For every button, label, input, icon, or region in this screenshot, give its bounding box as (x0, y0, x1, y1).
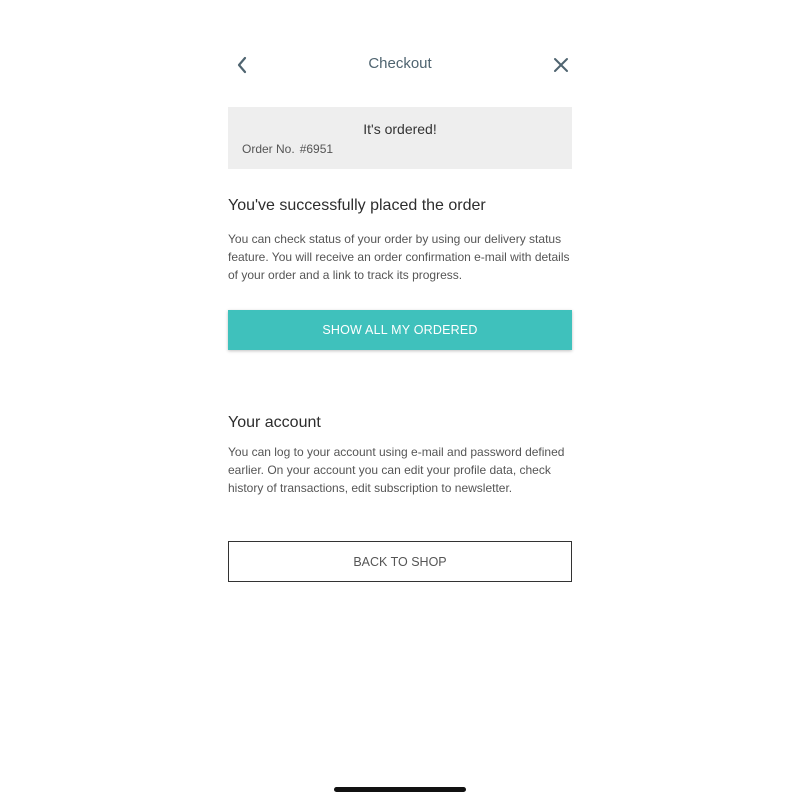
back-to-shop-button[interactable]: BACK TO SHOP (228, 541, 572, 582)
show-all-orders-button[interactable]: SHOW ALL MY ORDERED (228, 310, 572, 350)
banner-title: It's ordered! (363, 121, 437, 137)
close-icon (550, 52, 572, 78)
order-confirmation-banner (228, 107, 572, 169)
success-heading: You've successfully placed the order (228, 197, 486, 214)
success-description: You can check status of your order by using our delivery status feature. You will receive an order confirmation e-mail with details of your order and a link to track its progress. (228, 232, 570, 282)
account-description: You can log to your account using e-mail and password defined earlier. On your account you can edit your profile data, check history of transactions, edit subscription to newsletter. (228, 445, 565, 495)
page-title: Checkout (368, 55, 432, 72)
close-button[interactable] (550, 52, 572, 78)
order-number-label: Order No. (242, 142, 295, 156)
header-bar (228, 50, 572, 80)
order-number-value: #6951 (299, 142, 334, 156)
account-heading: Your account (228, 414, 321, 431)
home-indicator[interactable] (334, 787, 466, 792)
order-number-row (242, 142, 338, 156)
